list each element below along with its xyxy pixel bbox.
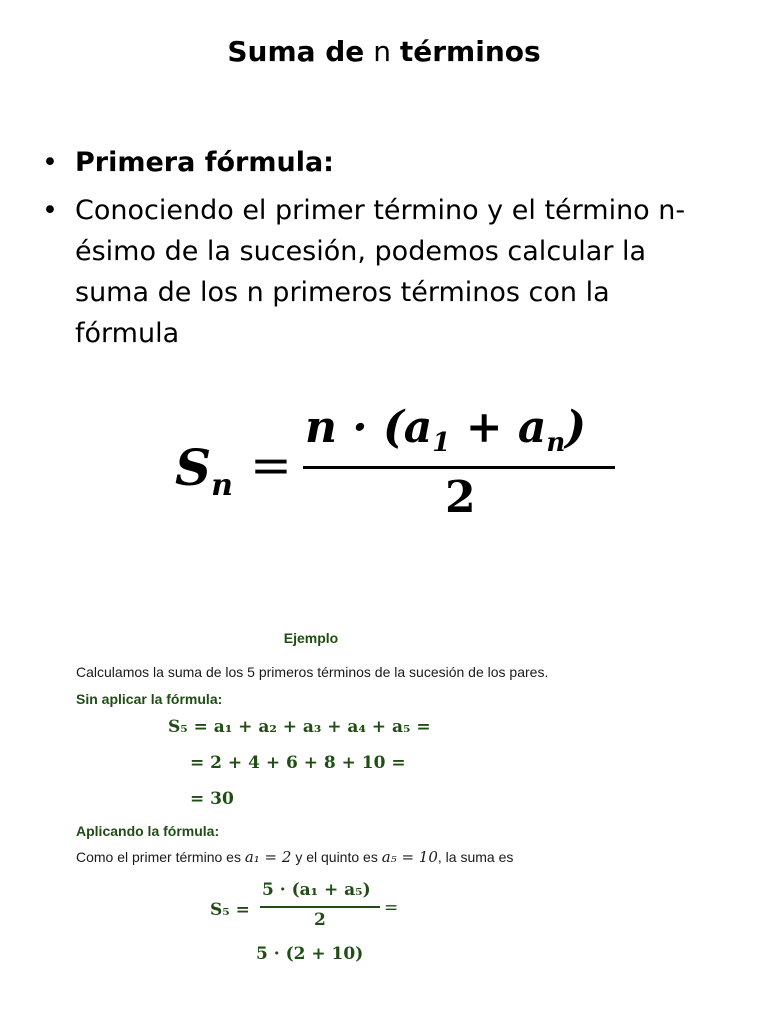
applied-fraction-bar (260, 906, 380, 908)
without-formula-label: Sin aplicar la fórmula: (76, 691, 223, 707)
applied-numerator: 5 · (a₁ + a₅) (262, 880, 371, 900)
bullet-text: Conociendo el primer término y el término n-ésimo de la sucesión, podemos calcular la suma de los n primeros términos con la fórmula (75, 195, 686, 349)
example-heading: Ejemplo (283, 630, 339, 646)
title-bold-before: Suma de (227, 35, 365, 68)
title-bold-after: términos (399, 35, 541, 68)
with-formula-label: Aplicando la fórmula: (76, 823, 220, 839)
title-variable-n: n (373, 35, 391, 68)
sum-formula (175, 400, 635, 540)
formula-equals: = (250, 436, 292, 494)
bullet-text: Primera fórmula: (75, 147, 334, 178)
applied-denominator: 2 (314, 910, 326, 930)
example-panel (76, 630, 556, 974)
applied-formula (76, 880, 556, 944)
applied-next-numerator: 5 · (2 + 10) (256, 944, 364, 964)
applied-formula-next (76, 944, 556, 974)
bullet-marker: • (42, 195, 58, 226)
formula-lhs: $S_n$ (175, 438, 233, 503)
fraction-bar (303, 466, 615, 469)
manual-sum-result: = 30 (190, 789, 234, 809)
example-intro: Calculamos la suma de los 5 primeros términos de la sucesión de los pares. (76, 664, 549, 680)
with-formula-text: Como el primer término es a₁ = 2 y el quinto es a₅ = 10, la suma es (76, 848, 514, 866)
formula-numerator: $n \cdot (a_1 + a_n)$ (305, 402, 587, 458)
bullet-item (42, 142, 722, 183)
bullet-item (42, 190, 722, 354)
manual-sum-line-2: = 2 + 4 + 6 + 8 + 10 = (190, 753, 406, 773)
bullet-marker: • (42, 147, 58, 178)
bullet-list (42, 142, 722, 361)
manual-sum-line-1: S₅ = a₁ + a₂ + a₃ + a₄ + a₅ = (168, 717, 431, 737)
applied-equals: = (384, 898, 399, 918)
formula-denominator: 2 (445, 472, 476, 523)
slide-title (0, 32, 768, 72)
applied-lhs: S₅ = (210, 900, 250, 920)
